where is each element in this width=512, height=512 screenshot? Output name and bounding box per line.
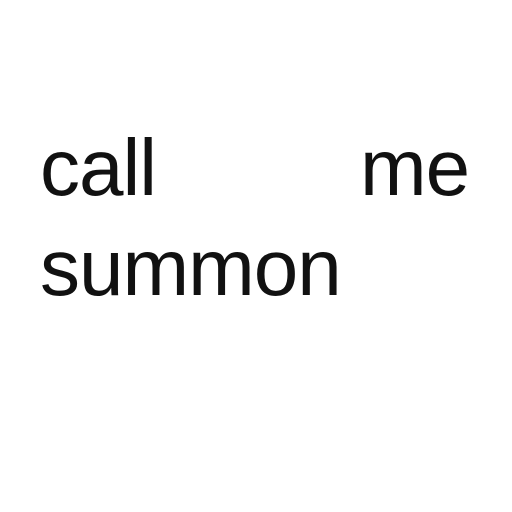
word-summon: summon <box>40 223 341 312</box>
word-call: call <box>40 123 157 212</box>
word-me: me <box>360 123 470 212</box>
